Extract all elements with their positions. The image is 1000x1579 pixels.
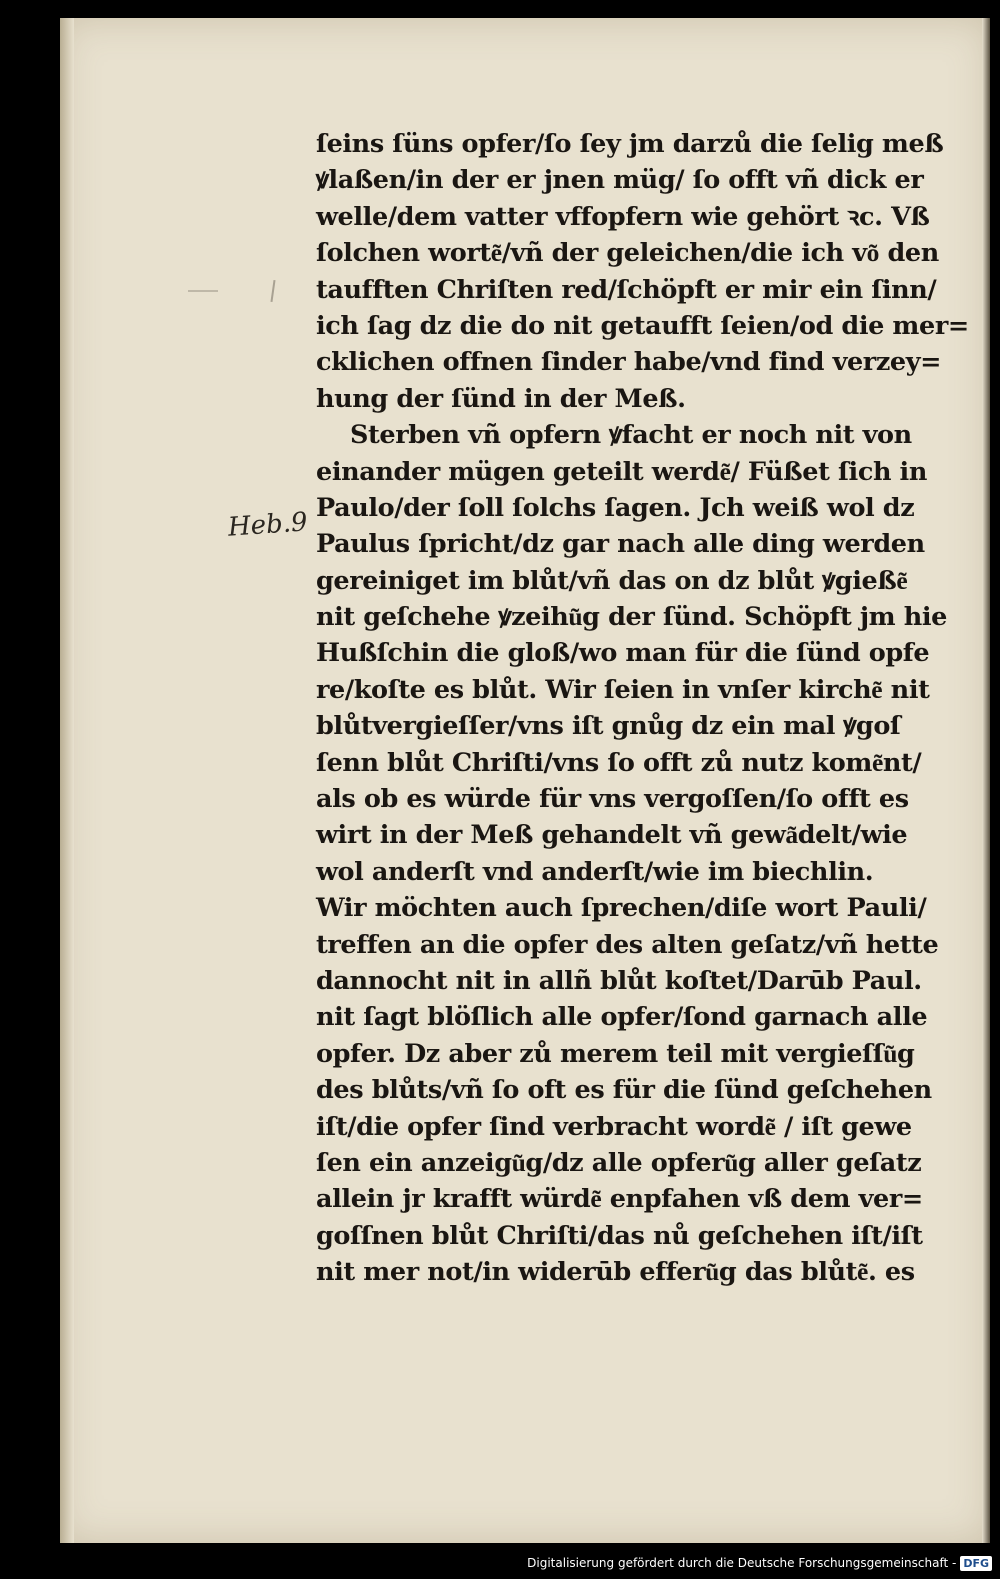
text-line: wirt in der Meß gehandelt vñ gewa͂delt/wie	[316, 820, 908, 851]
text-line: ſenn blůt Chriſti/vns ſo offt zů nutz kome͂nt/	[316, 747, 922, 778]
text-line: ſolchen worte͂/vñ der geleichen/die ich vo͂ den	[316, 238, 939, 269]
pencil-mark	[188, 290, 218, 292]
book-page	[60, 18, 990, 1543]
text-line: re/koſte es blůt. Wir ſeien in vnſer kirche͂ nit	[316, 674, 930, 705]
margin-note: Heb.9	[227, 507, 309, 543]
text-line: dannocht nit in allñ blůt koſtet/Darūb Paul.	[316, 965, 922, 996]
text-line: treffen an die opfer des alten geſatz/vñ hette	[316, 929, 939, 960]
text-line: taufften Chriſten red/ſchöpft er mir ein ſinn/	[316, 274, 937, 305]
text-line: Wir möchten auch ſprechen/diſe wort Pauli/	[316, 893, 927, 924]
text-line: nit mer not/in widerūb efferu͂g das blůte͂. es	[316, 1257, 915, 1288]
footer-credit	[527, 1549, 992, 1577]
text-line: ꝟlaßen/in der er jnen müg/ ſo offt vñ dick er	[316, 165, 924, 196]
text-line: hung der ſünd in der Meß.	[316, 383, 686, 414]
text-line: iſt/die opfer ſind verbracht worde͂ / iſt gewe	[316, 1111, 912, 1142]
text-line: wol anderſt vnd anderſt/wie im biechlin.	[316, 856, 874, 887]
text-line: opfer. Dz aber zů merem teil mit vergieſſu͂g	[316, 1038, 915, 1069]
text-line: Hußſchin die gloß/wo man für die ſünd opfe	[316, 638, 930, 669]
pencil-mark	[270, 280, 275, 302]
text-line: allein jr krafft würde͂ enpfahen vß dem ver=	[316, 1184, 923, 1215]
text-line: goſſnen blůt Chriſti/das nů geſchehen iſt/iſt	[316, 1220, 923, 1251]
text-line: Sterben vñ opfern ꝟfacht er noch nit von	[350, 420, 912, 451]
text-line: nit geſchehe ꝟzeihu͂g der ſünd. Schöpft jm hie	[316, 602, 947, 633]
text-line: ich ſag dz die do nit getaufft ſeien/od die mer=	[316, 310, 969, 341]
text-line: ſen ein anzeigu͂g/dz alle opferu͂g aller geſatz	[316, 1147, 922, 1178]
text-line: ſeins ſüns opfer/ſo ſey jm darzů die ſelig meß	[316, 129, 944, 159]
text-line: nit ſagt blöſlich alle opfer/ſond garnach alle	[316, 1002, 928, 1033]
text-line: welle/dem vatter vffopfern wie gehört ꝛc. Vß	[316, 201, 930, 232]
footer-credit-text: Digitalisierung gefördert durch die Deutsche Forschungsgemeinschaft -	[527, 1556, 957, 1570]
text-line: Paulo/der ſoll ſolchs ſagen. Jch weiß wol dz	[316, 492, 915, 523]
text-line: des blůts/vñ ſo oft es für die ſünd geſchehen	[316, 1075, 932, 1106]
page-edge-shadow	[982, 18, 990, 1543]
text-line: gereiniget im blůt/vñ das on dz blůt ꝟgieße͂	[316, 565, 908, 596]
text-block	[316, 126, 969, 1291]
text-line: blůtvergieſſer/vns iſt gnůg dz ein mal ꝟgoſ	[316, 711, 901, 742]
text-line: cklichen offnen ſinder habe/vnd find verzey=	[316, 347, 942, 378]
dfg-logo-icon: DFG	[960, 1556, 992, 1571]
page-gutter-shadow	[60, 18, 74, 1543]
text-line: Paulus ſpricht/dz gar nach alle ding werden	[316, 529, 925, 560]
text-line: einander mügen geteilt werde͂/ Füßet ſich in	[316, 456, 927, 487]
text-line: als ob es würde für vns vergoſſen/ſo offt es	[316, 784, 909, 815]
